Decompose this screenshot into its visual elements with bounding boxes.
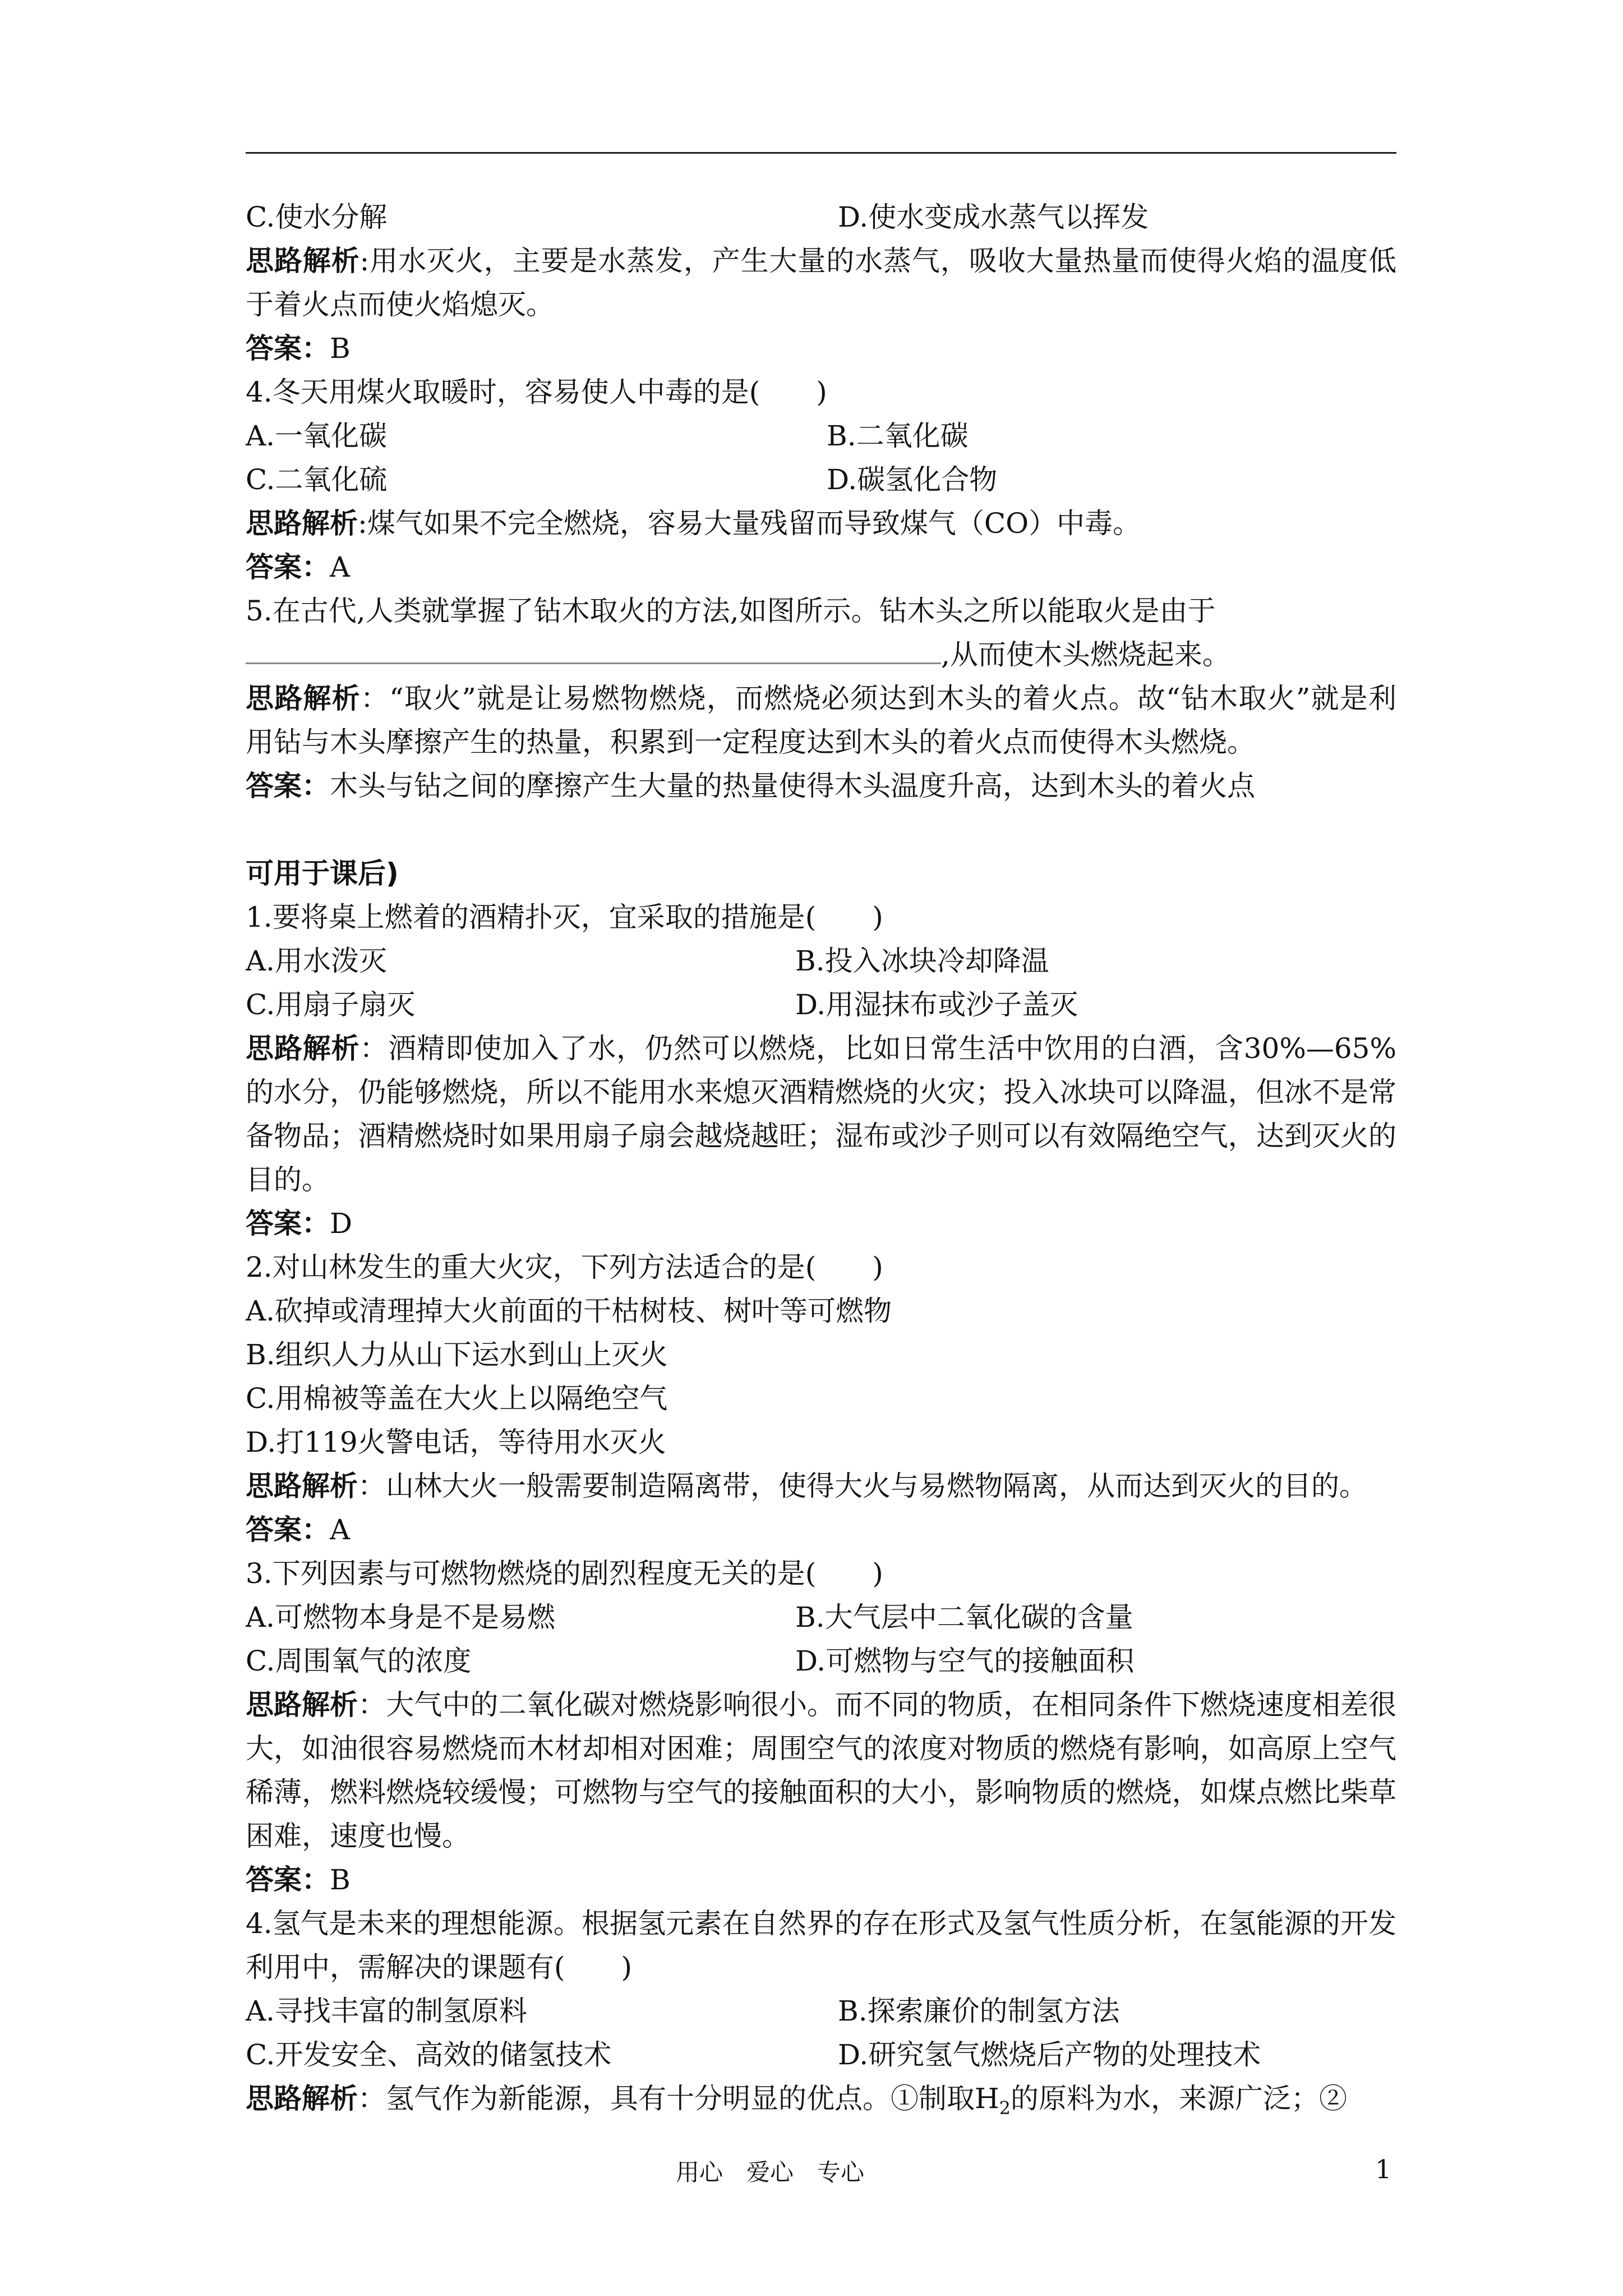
analysis-paragraph [246,239,1396,326]
option-a: A.砍掉或清理掉大火前面的干枯树枝、树叶等可燃物 [246,1295,892,1327]
options-row [246,1639,1396,1683]
section-title: 可用于课后) [246,857,399,890]
answer-text: A [330,551,351,583]
answer-line [246,1202,1396,1245]
option-c: C.二氧化硫 [246,463,388,496]
option-d: D.打119火警电话，等待用水灭火 [246,1426,666,1458]
answer-line [246,545,1396,589]
analysis-label: 思路解析 [246,682,361,715]
options-row [246,414,1396,458]
question-stem: 1.要将桌上燃着的酒精扑灭，宜采取的措施是( ) [246,901,883,933]
answer-label: 答案： [246,1207,330,1240]
answer-line [246,764,1396,808]
answer-text: B [330,1864,351,1896]
question-stem [246,1902,1396,1989]
fill-blank-line [246,633,1396,677]
analysis-text-continued: 的原料为水，来源广泛；② [1010,2082,1347,2115]
analysis-paragraph [246,677,1396,764]
option-a: A.寻找丰富的制氢原料 [246,1995,528,2027]
analysis-label: 思路解析 [246,507,358,540]
option-c: C.用棉被等盖在大火上以隔绝空气 [246,1382,668,1415]
option-d: D.用湿抹布或沙子盖灭 [795,988,1078,1021]
analysis-label: 思路解析 [246,2082,358,2115]
answer-label: 答案： [246,551,330,583]
options-row [246,1595,1396,1639]
analysis-paragraph [246,501,1396,545]
page-content [246,195,1396,2120]
analysis-text: ：大气中的二氧化碳对燃烧影响很小。而不同的物质，在相同条件下燃烧速度相差很大，如油很容易燃烧而木材却相对困难；周围空气的浓度对物质的燃烧有影响，如高原上空气稀薄，燃料燃烧较缓慢；可燃物与空气的接触面积的大小，影响物质的燃烧，如煤点燃比柴草困难，速度也慢。 [246,1688,1397,1852]
options-row [246,2033,1396,2077]
answer-label: 答案： [246,770,330,802]
option-d: D.使水变成水蒸气以挥发 [838,201,1149,233]
subscript: 2 [999,2097,1011,2119]
option-c: C.用扇子扇灭 [246,988,416,1021]
analysis-paragraph [246,1683,1396,1858]
section-gap [246,808,1396,852]
option-d: D.可燃物与空气的接触面积 [795,1645,1135,1677]
options-row [246,1989,1396,2033]
footer-slogan: 用心 爱心 专心 [676,2159,865,2186]
option-a: A.可燃物本身是不是易燃 [246,1601,556,1634]
answer-line [246,326,1396,370]
analysis-text: ：“取火”就是让易燃物燃烧，而燃烧必须达到木头的着火点。故“钻木取火”就是利用钻与木头摩擦产生的热量，积累到一定程度达到木头的着火点而使得木头燃烧。 [246,682,1397,758]
header-rule [246,152,1396,154]
option-b: B.二氧化碳 [827,420,969,452]
option-d: D.碳氢化合物 [827,463,998,496]
answer-line [246,1508,1396,1552]
option-c: C.使水分解 [246,201,388,233]
option-b: B.大气层中二氧化碳的含量 [795,1601,1133,1634]
analysis-label: 思路解析 [246,1470,358,1502]
option-b: B.探索廉价的制氢方法 [838,1995,1120,2027]
answer-label: 答案： [246,1513,330,1546]
option-c: C.开发安全、高效的储氢技术 [246,2039,612,2071]
analysis-paragraph [246,1464,1396,1508]
option-b: B.组织人力从山下运水到山上灭火 [246,1338,668,1371]
page-number: 1 [1375,2154,1392,2184]
analysis-text: :煤气如果不完全燃烧，容易大量残留而导致煤气（CO）中毒。 [358,507,1141,540]
question-stem: 4.冬天用煤火取暖时，容易使人中毒的是( ) [246,376,827,408]
option-b: B.投入冰块冷却降温 [795,945,1049,977]
answer-text: D [330,1207,353,1240]
analysis-label: 思路解析 [246,245,360,277]
option-a: A.一氧化碳 [246,420,388,452]
options-row [246,195,1396,239]
answer-text: B [330,332,351,365]
analysis-label: 思路解析 [246,1688,358,1721]
answer-blank [246,634,941,664]
analysis-paragraph [246,2077,1396,2120]
question-stem: 3.下列因素与可燃物燃烧的剧烈程度无关的是( ) [246,1557,883,1590]
options-row [246,458,1396,501]
question-text: 4.氢气是未来的理想能源。根据氢元素在自然界的存在形式及氢气性质分析，在氢能源的开发利用中，需解决的课题有( ) [246,1907,1396,1984]
page-footer [0,2154,1623,2193]
question-stem: 2.对山林发生的重大火灾，下列方法适合的是( ) [246,1251,883,1283]
option-d: D.研究氢气燃烧后产物的处理技术 [838,2039,1261,2071]
answer-label: 答案： [246,332,330,365]
answer-label: 答案： [246,1864,330,1896]
answer-text: A [330,1513,351,1546]
question-stem [246,589,1396,633]
analysis-text: ：氢气作为新能源，具有十分明显的优点。①制取H [358,2082,999,2115]
answer-line [246,1858,1396,1902]
analysis-text: :用水灭火，主要是水蒸发，产生大量的水蒸气，吸收大量热量而使得火焰的温度低于着火点而使火焰熄灭。 [246,245,1396,321]
analysis-paragraph [246,1027,1396,1202]
option-a: A.用水泼灭 [246,945,388,977]
question-tail: ,从而使木头燃烧起来。 [941,638,1230,671]
options-row [246,983,1396,1027]
options-row [246,939,1396,983]
answer-text: 木头与钻之间的摩擦产生大量的热量使得木头温度升高，达到木头的着火点 [330,770,1255,802]
analysis-text: ：山林大火一般需要制造隔离带，使得大火与易燃物隔离，从而达到灭火的目的。 [358,1470,1367,1502]
analysis-label: 思路解析 [246,1032,360,1065]
option-c: C.周围氧气的浓度 [246,1645,472,1677]
question-text: 5.在古代,人类就掌握了钻木取火的方法,如图所示。钻木头之所以能取火是由于 [246,595,1216,627]
analysis-text: ：酒精即使加入了水，仍然可以燃烧，比如日常生活中饮用的白酒，含30%—65%的水分，仍能够燃烧，所以不能用水来熄灭酒精燃烧的火灾；投入冰块可以降温，但冰不是常备物品；酒精燃烧时如果用扇子扇会越烧越旺；湿布或沙子则可以有效隔绝空气，达到灭火的目的。 [246,1032,1397,1196]
